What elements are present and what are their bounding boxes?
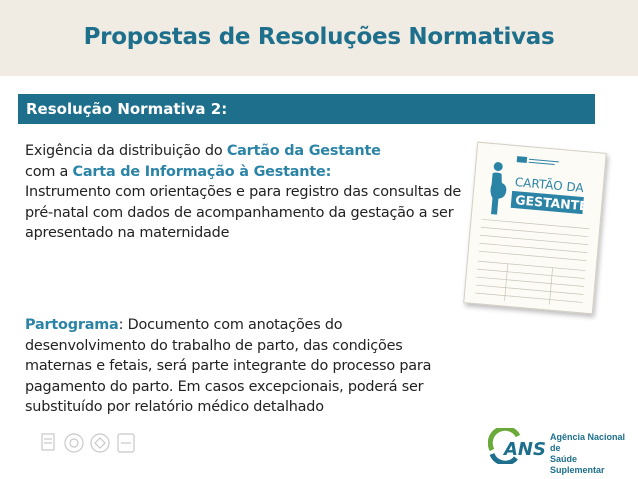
header-band bbox=[0, 0, 638, 76]
card-logo-mark bbox=[517, 156, 527, 163]
pregnant-woman-icon bbox=[488, 162, 508, 216]
ans-logo-icon bbox=[488, 428, 548, 464]
seal-icon-3 bbox=[91, 434, 109, 452]
para1-text-2: com a bbox=[25, 163, 73, 180]
ans-logo-text: ANS bbox=[504, 439, 546, 460]
card-title-line1: CARTÃO DA bbox=[514, 175, 585, 196]
para1-text-3: Instrumento com orientações e para registro das consultas de pré-natal com dados de acompanhamento da gestação a ser apresentado na maternidade bbox=[25, 184, 462, 242]
para2-text-1: : Documento com anotações do desenvolvimento do trabalho de parto, das condições maternas e fetais, será parte integrante do processo para pagamento do parto. Em casos excepcionais, poderá ser substituído por relatório médico detalhado bbox=[25, 317, 432, 416]
cartao-gestante-card bbox=[463, 142, 607, 315]
ans-agency-name bbox=[550, 432, 630, 476]
paragraph-partograma bbox=[25, 315, 465, 418]
ans-line-2: Saúde Suplementar bbox=[550, 454, 605, 475]
card-illustration bbox=[464, 143, 605, 314]
ans-line-1: Agência Nacional de bbox=[550, 432, 626, 453]
section-label: Resolução Normativa 2: bbox=[26, 100, 228, 118]
page-title: Propostas de Resoluções Normativas bbox=[83, 24, 555, 50]
para1-highlight-cartao: Cartão da Gestante bbox=[226, 143, 381, 159]
card-title-line2: GESTANTE bbox=[514, 192, 589, 214]
seal-icon-4 bbox=[118, 434, 134, 452]
footer-seals bbox=[40, 430, 140, 456]
para1-highlight-carta: Carta de Informação à Gestante: bbox=[72, 163, 332, 180]
para1-text-1: Exigência da distribuição do bbox=[25, 143, 227, 159]
seal-icon-1 bbox=[42, 434, 54, 450]
paragraph-cartao bbox=[25, 141, 465, 244]
para2-highlight-partograma: Partograma bbox=[25, 317, 119, 333]
card-form-lines bbox=[475, 219, 589, 307]
seal-icon-2 bbox=[65, 434, 83, 452]
section-bar bbox=[18, 94, 595, 124]
cartao-gestante-image bbox=[470, 147, 598, 307]
